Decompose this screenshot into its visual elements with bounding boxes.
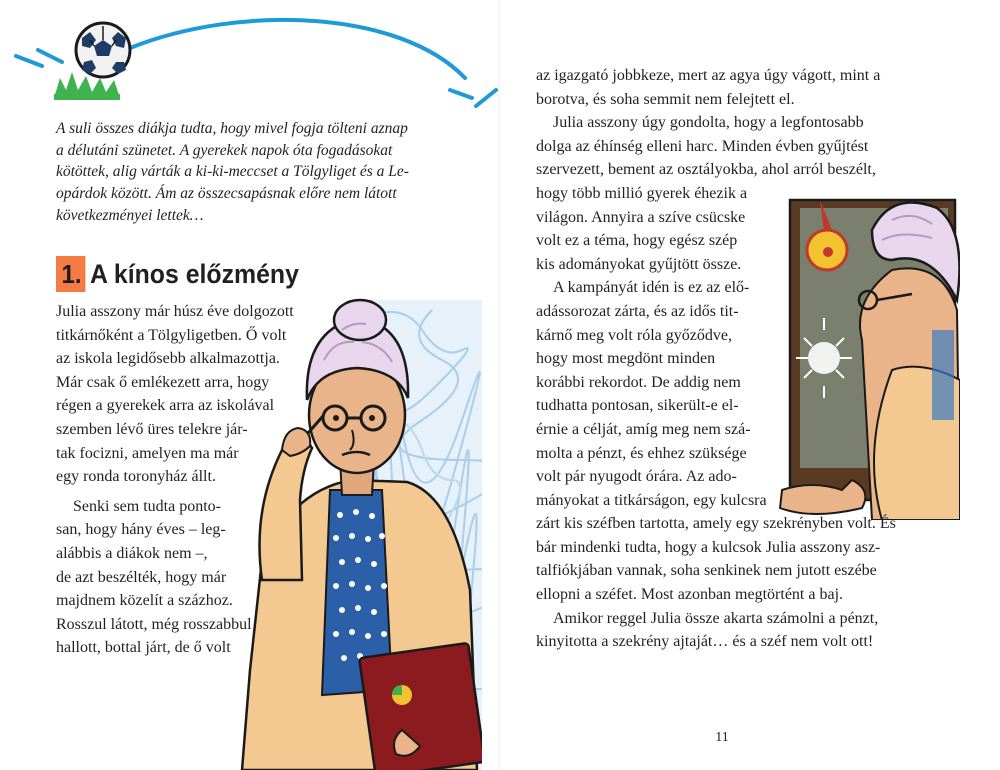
hair-bun [334, 300, 386, 340]
intro-line: a délutáni szünetet. A gyerekek napok óta fogadásokat [56, 141, 393, 159]
text-line: szemben lévő üres telekre jár- [56, 420, 248, 438]
ball-motion-lines-icon [16, 50, 62, 66]
text-line: dolga az éhínség elleni harc. Minden évben gyűjtést [536, 137, 869, 155]
left-page-body-text [56, 300, 332, 660]
page-gutter [498, 0, 502, 770]
text-line: zárt kis széfben tartotta, amely egy szekrényben volt. És [536, 515, 896, 533]
text-line: de azt beszélték, hogy már [56, 568, 227, 586]
text-line: san, hogy hány éves – leg- [56, 521, 226, 539]
intro-paragraph [56, 118, 428, 227]
text-line: korábbi rekordot. De addig nem [536, 373, 741, 391]
intro-line: kötöttek, alig várták a ki-ki-meccset a Tölgyliget és a Le- [56, 163, 409, 181]
text-line: A kampányát idén is ez az elő- [553, 279, 750, 297]
intro-line: következményei lettek… [56, 206, 204, 224]
text-line: tudhatta pontosan, sikerült-e el- [536, 397, 739, 415]
text-line: az iskola legidősebb alkalmazottja. [56, 350, 280, 368]
text-line: mányokat a titkárságon, egy kulcsra [536, 491, 767, 509]
text-line: régen a gyerekek arra az iskolával [56, 397, 275, 415]
text-line: kinyitotta a szekrény ajtaját… és a széf nem volt ott! [536, 633, 874, 651]
text-line: Amikor reggel Julia össze akarta számolni a pénzt, [553, 609, 879, 627]
intro-line: A suli összes diákja tudta, hogy mivel fogja tölteni aznap [56, 120, 408, 137]
text-line: az igazgató jobbkeze, mert az agya úgy vágott, mint a [536, 67, 881, 84]
football-icon [76, 23, 130, 77]
page-number: 11 [715, 730, 729, 745]
text-line: hogy most megdönt minden [536, 350, 716, 368]
text-line: világon. Annyira a szíve csücske [536, 208, 746, 226]
text-line: molta a pénzt, és ehhez szüksége [536, 444, 747, 462]
text-line: hallott, bottal járt, de ő volt [56, 639, 231, 657]
text-line: tak focizni, amelyen ma már [56, 444, 239, 462]
chapter-heading [56, 256, 317, 292]
chapter-number: 1. [56, 256, 85, 292]
ball-trajectory-arc [130, 20, 465, 78]
text-line: Julia asszony úgy gondolta, hogy a legfontosabb [553, 114, 864, 132]
text-line: Már csak ő emlékezett arra, hogy [56, 373, 270, 391]
text-line: adássorozat zárta, és az idős tit- [536, 302, 739, 320]
text-line: alábbis a diákok nem –, [56, 544, 208, 562]
text-line: volt ez a téma, hogy egész szép [536, 232, 738, 250]
right-page-body-text [536, 64, 908, 654]
text-line: borotva, és soha semmit nem felejtett el. [536, 90, 795, 108]
text-line: kárnő meg volt róla győződve, [536, 326, 732, 344]
red-folder-icon [359, 643, 482, 770]
text-line: szervezett, bement az osztályokba, ahol arról beszélt, [536, 161, 876, 179]
landing-marks-icon [450, 90, 496, 106]
text-line: titkárnőként a Tölgyligetben. Ő volt [56, 326, 287, 344]
text-line: érnie a célját, amíg meg nem szá- [536, 420, 751, 438]
text-line: Rosszul látott, még rosszabbul [56, 615, 252, 633]
text-line: majdnem közelít a százhoz. [56, 592, 233, 610]
text-line: talfiókjában vannak, soha senkinek nem jutott eszébe [536, 562, 877, 580]
text-line: Julia asszony már húsz éve dolgozott [56, 303, 294, 320]
text-line: hogy több millió gyerek éhezik a [536, 184, 748, 202]
text-line: egy ronda toronyház állt. [56, 468, 216, 486]
intro-line: opárdok között. Ám az összecsapásnak előre nem látott [56, 185, 397, 203]
football-arc-decoration [10, 10, 510, 110]
text-line: Senki sem tudta ponto- [73, 497, 221, 515]
text-line: volt pár nyugodt órára. Az ado- [536, 468, 737, 486]
chapter-title: A kínos előzmény [89, 259, 299, 289]
text-line: bár mindenki tudta, hogy a kulcsok Julia asszony asz- [536, 538, 881, 556]
text-line: kis adományokat gyűjtött össze. [536, 255, 742, 273]
text-line: ellopni a széfet. Most azonban megtörtént a baj. [536, 586, 844, 604]
